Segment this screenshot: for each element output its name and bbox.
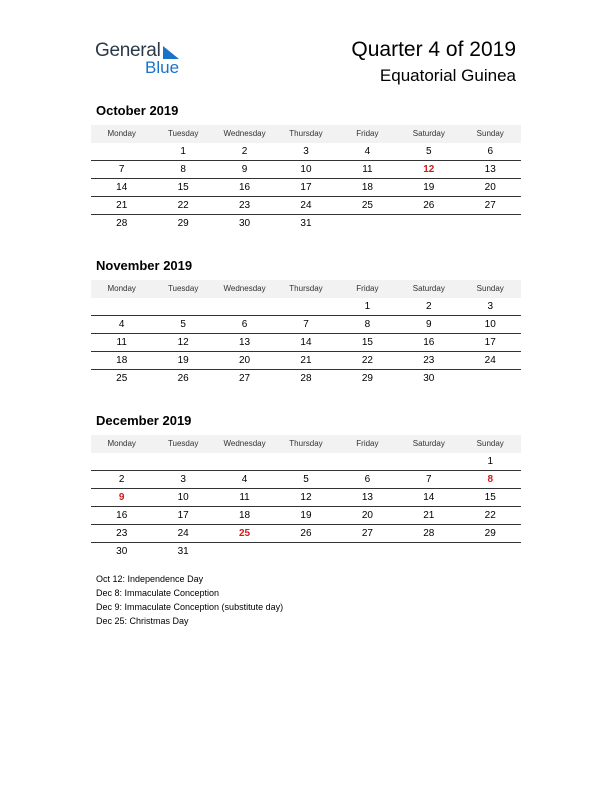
weekday-label: Sunday [476,129,504,138]
holiday-note: Dec 9: Immaculate Conception (substitute day) [96,602,284,612]
day-cell: 7 [303,319,309,330]
week-row [91,471,521,489]
day-cell: 20 [361,510,373,521]
day-cell [275,453,336,470]
generalblue-logo [95,40,205,80]
day-cell: 9 [118,492,125,503]
day-cell [275,543,336,560]
day-cell: 10 [484,319,496,330]
day-cell [275,298,336,315]
day-cell: 9 [426,319,432,330]
day-cell: 16 [116,510,128,521]
week-row [91,316,521,334]
month-title: November 2019 [96,258,193,273]
page-subtitle: Equatorial Guinea [379,66,516,85]
weekday-label: Saturday [412,284,445,293]
day-cell [337,215,398,232]
day-cell [91,298,152,315]
day-cell: 3 [303,146,309,157]
day-cell: 28 [423,528,435,539]
day-cell: 13 [361,492,373,503]
weekday-label: Sunday [476,439,504,448]
day-cell: 26 [177,373,189,384]
day-cell: 19 [423,182,435,193]
month-november [91,258,521,387]
week-row [91,525,521,543]
day-cell: 8 [487,474,494,485]
day-cell: 21 [423,510,435,521]
day-cell: 15 [484,492,496,503]
day-cell: 28 [300,373,312,384]
day-cell: 18 [361,182,373,193]
weekday-label: Wednesday [223,129,266,138]
day-cell [337,543,398,560]
day-cell: 13 [238,337,251,348]
week-row [91,179,521,197]
day-cell: 22 [177,200,189,211]
day-cell [398,543,459,560]
weekday-label: Thursday [289,284,323,293]
day-cell: 1 [180,146,186,157]
day-cell: 31 [300,218,312,229]
day-cell [398,453,459,470]
day-cell: 14 [300,337,312,348]
day-cell: 30 [238,218,251,229]
day-cell: 31 [177,546,189,557]
day-cell: 21 [300,355,312,366]
weekday-label: Monday [107,284,136,293]
day-cell: 11 [239,492,250,503]
holiday-note: Dec 8: Immaculate Conception [96,588,220,598]
day-cell: 26 [300,528,312,539]
day-cell: 26 [423,200,435,211]
day-cell: 18 [238,510,251,521]
day-cell: 10 [177,492,189,503]
month-title: October 2019 [96,103,179,118]
day-cell [214,298,275,315]
weekday-label: Thursday [289,129,323,138]
holiday-note: Dec 25: Christmas Day [96,616,189,626]
weekday-header [91,125,521,143]
day-cell: 28 [116,218,128,229]
day-cell: 8 [180,164,186,175]
weekday-label: Friday [356,284,379,293]
day-cell: 4 [364,146,371,157]
weekday-header [91,280,521,298]
day-cell: 22 [484,510,496,521]
day-cell: 12 [423,164,435,175]
weekday-label: Friday [356,439,379,448]
weekday-label: Thursday [289,439,323,448]
day-cell: 12 [300,492,312,503]
week-row [91,197,521,215]
weekday-label: Saturday [412,439,445,448]
day-cell: 2 [426,301,432,312]
day-cell [460,370,521,387]
day-cell: 24 [177,528,189,539]
day-cell: 22 [361,355,373,366]
month-october [91,103,521,232]
week-row [91,352,521,370]
weekday-header [91,435,521,453]
day-cell: 30 [116,546,128,557]
week-row [91,507,521,525]
week-row [91,161,521,179]
weekday-label: Tuesday [167,439,199,448]
day-cell [460,215,521,232]
day-cell: 7 [118,164,125,175]
day-cell: 5 [303,474,309,485]
day-cell [91,453,152,470]
day-cell [460,543,521,560]
weekday-label: Monday [107,439,136,448]
day-cell: 15 [361,337,373,348]
day-cell: 19 [177,355,189,366]
day-cell: 20 [238,355,251,366]
weekday-label: Wednesday [223,284,266,293]
day-cell: 5 [426,146,432,157]
weekday-label: Wednesday [223,439,266,448]
day-cell: 6 [487,146,494,157]
day-cell: 27 [361,528,373,539]
day-cell [214,543,275,560]
day-cell: 18 [116,355,128,366]
month-december [91,413,521,560]
week-row [91,298,521,316]
weekday-label: Sunday [476,284,504,293]
day-cell: 15 [177,182,189,193]
day-cell: 1 [364,301,371,312]
day-cell: 19 [300,510,312,521]
day-cell: 4 [118,319,125,330]
day-cell [152,453,213,470]
day-cell: 6 [364,474,371,485]
day-cell: 5 [180,319,186,330]
day-cell: 30 [423,373,435,384]
day-cell: 12 [177,337,189,348]
weekday-label: Friday [356,129,379,138]
week-row [91,453,521,471]
day-cell: 8 [364,319,371,330]
day-cell: 11 [116,337,127,348]
day-cell: 25 [116,373,128,384]
day-cell: 25 [361,200,373,211]
day-cell: 2 [118,474,125,485]
day-cell: 3 [180,474,186,485]
logo-blue-text: Blue [145,58,180,77]
day-cell: 16 [238,182,251,193]
day-cell: 2 [241,146,248,157]
day-cell: 14 [423,492,435,503]
day-cell [152,298,213,315]
day-cell: 23 [116,528,128,539]
week-row [91,370,521,387]
day-cell [398,215,459,232]
day-cell: 4 [241,474,248,485]
day-cell: 6 [241,319,248,330]
day-cell [91,143,152,160]
day-cell: 13 [484,164,496,175]
week-row [91,489,521,507]
weekday-label: Tuesday [167,284,199,293]
day-cell: 21 [116,200,128,211]
day-cell: 17 [177,510,189,521]
day-cell: 7 [426,474,432,485]
day-cell: 10 [300,164,312,175]
weekday-label: Saturday [412,129,445,138]
day-cell: 1 [487,456,494,467]
day-cell: 27 [484,200,496,211]
day-cell: 9 [241,164,248,175]
holiday-note: Oct 12: Independence Day [96,574,204,584]
day-cell: 17 [484,337,496,348]
week-row [91,215,521,232]
day-cell: 14 [116,182,128,193]
day-cell: 17 [300,182,312,193]
day-cell: 3 [487,301,494,312]
page-title: Quarter 4 of 2019 [351,38,516,61]
day-cell: 24 [300,200,312,211]
weekday-label: Tuesday [167,129,199,138]
day-cell: 29 [361,373,373,384]
week-row [91,543,521,560]
day-cell [337,453,398,470]
weekday-label: Monday [107,129,136,138]
day-cell: 20 [484,182,496,193]
week-row [91,143,521,161]
day-cell [214,453,275,470]
day-cell: 24 [484,355,496,366]
day-cell: 25 [238,528,251,539]
day-cell: 11 [362,164,373,175]
day-cell: 23 [238,200,251,211]
holiday-notes [96,572,283,628]
week-row [91,334,521,352]
day-cell: 23 [423,355,435,366]
day-cell: 29 [177,218,189,229]
day-cell: 27 [238,373,251,384]
month-title: December 2019 [96,413,192,428]
day-cell: 29 [484,528,496,539]
logo-general-text: General [95,40,161,61]
day-cell: 16 [423,337,435,348]
